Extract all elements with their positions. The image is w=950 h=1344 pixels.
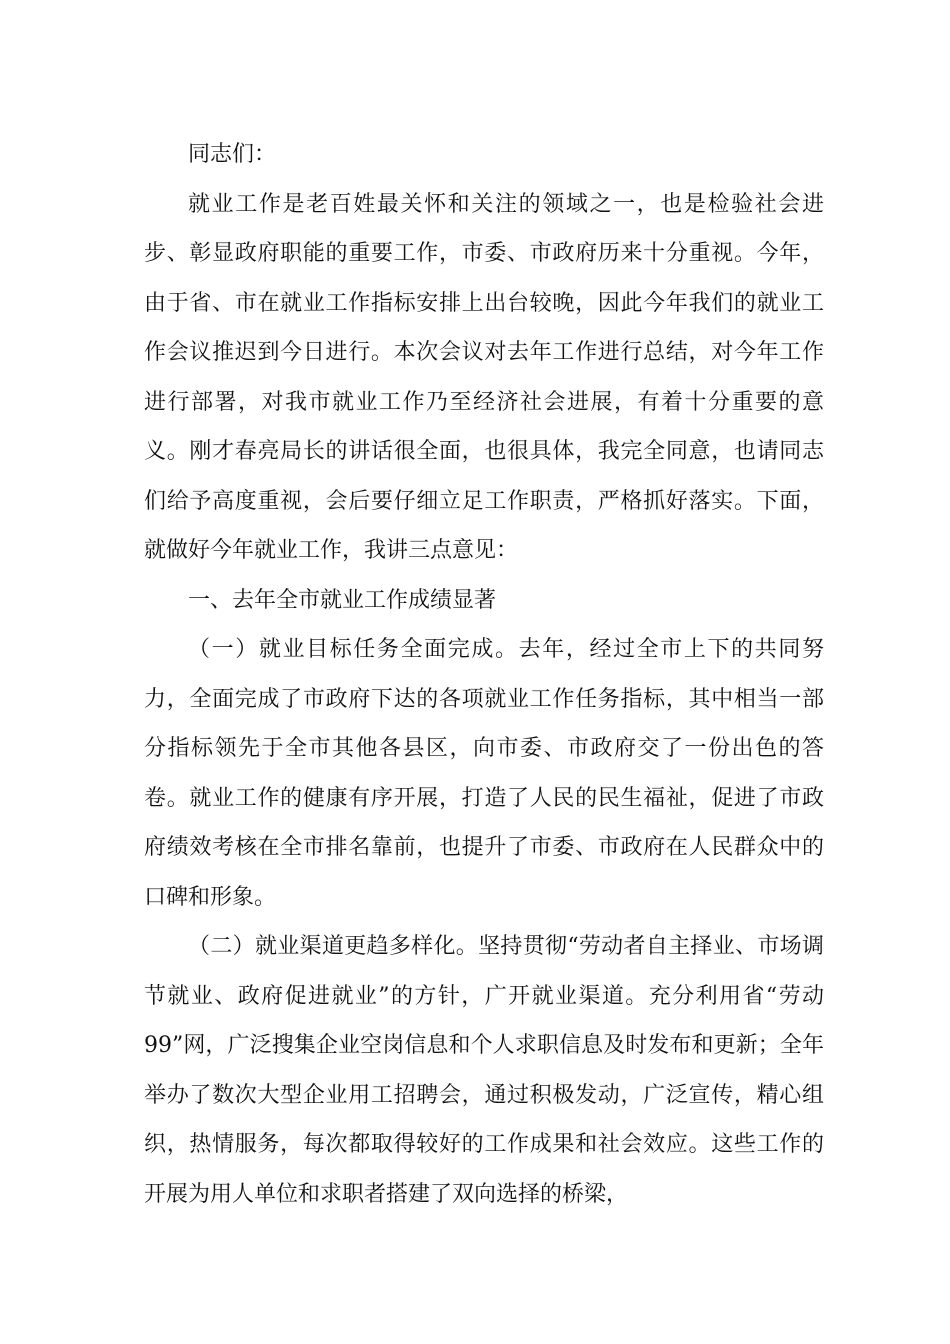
salutation: 同志们： [188, 142, 277, 167]
paragraph-intro: 就业工作是老百姓最关怀和关注的领域之一，也是检验社会进步、彰显政府职能的重要工作，市委、市政府历来十分重视。今年，由于省、市在就业工作指标安排上出台较晚，因此今年我们的就业工作会议推迟到今日进行。本次会议对去年工作进行总结，对今年工作进行部署，对我市就业工作乃至经济社会进展，有着十分重要的意义。刚才春亮局长的讲话很全面，也很具体，我完全同意，也请同志们给予高度重视，会后要仔细立足工作职责，严格抓好落实。下面，就做好今年就业工作，我讲三点意见： [144, 191, 824, 563]
paragraph-employment-channels: （二）就业渠道更趋多样化。坚持贯彻“劳动者自主择业、市场调节就业、政府促进就业”的方针，广开就业渠道。充分利用省“劳动99”网，广泛搜集企业空岗信息和个人求职信息及时发布和更新；全年举办了数次大型企业用工招聘会，通过积极发动，广泛宣传，精心组织，热情服务，每次都取得较好的工作成果和社会效应。这些工作的开展为用人单位和求职者搭建了双向选择的桥梁， [144, 934, 824, 1207]
paragraph-employment-targets: （一）就业目标任务全面完成。去年，经过全市上下的共同努力，全面完成了市政府下达的各项就业工作任务指标，其中相当一部分指标领先于全市其他各县区，向市委、市政府交了一份出色的答卷。就业工作的健康有序开展，打造了人民的民生福祉，促进了市政府绩效考核在全市排名靠前，也提升了市委、市政府在人民群众中的口碑和形象。 [144, 637, 824, 910]
section-heading-1: 一、去年全市就业工作成绩显著 [188, 587, 497, 613]
document-body [144, 130, 824, 1219]
